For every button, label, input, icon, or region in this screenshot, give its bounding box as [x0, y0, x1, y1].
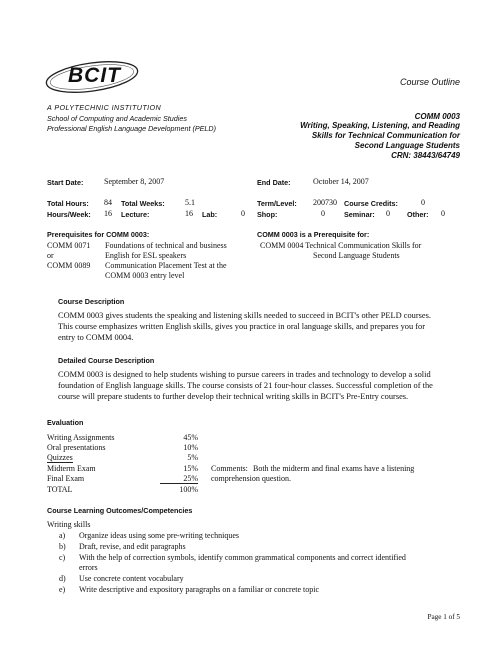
course-description-line1: COMM 0003 gives students the speaking and listening skills needed to succeed in BCIT's other PELD courses.	[58, 311, 431, 320]
course-credits-label: Course Credits:	[344, 199, 398, 208]
outcome-letter: b)	[59, 542, 66, 551]
is-prerequisite-line1: COMM 0004 Technical Communication Skills for	[260, 241, 422, 250]
outcome-letter: d)	[59, 574, 66, 583]
end-date-label: End Date:	[257, 178, 291, 187]
page-number: Page 1 of 5	[427, 613, 460, 621]
outcome-letter: c)	[59, 553, 66, 562]
other-value: 0	[441, 209, 445, 218]
eval-row-name: Midterm Exam	[47, 464, 96, 473]
outcome-text: errors	[79, 563, 98, 572]
shop-value: 0	[321, 209, 325, 218]
outcome-letter: e)	[59, 585, 66, 594]
prereq-code-1: COMM 0071	[47, 241, 91, 250]
eval-comment-line1: Both the midterm and final exams have a listening	[253, 464, 415, 473]
eval-comment-line2: comprehension question.	[211, 474, 291, 483]
other-label: Other:	[407, 210, 429, 219]
institution-tagline: A POLYTECHNIC INSTITUTION	[47, 103, 162, 112]
term-level-value: 200730	[313, 198, 337, 207]
prereq-desc-2b: COMM 0003 entry level	[105, 271, 185, 280]
eval-row-name: Writing Assignments	[47, 433, 115, 442]
outcome-text: Organize ideas using some pre-writing techniques	[79, 531, 240, 540]
prereq-desc-1b: English for ESL speakers	[105, 251, 187, 260]
is-prerequisite-line2: Second Language Students	[313, 251, 400, 260]
outcome-text: Use concrete content vocabulary	[79, 574, 184, 583]
eval-total-pct: 100%	[179, 485, 198, 494]
outcome-letter: a)	[59, 531, 66, 540]
evaluation-heading: Evaluation	[47, 418, 84, 427]
start-date-label: Start Date:	[47, 178, 84, 187]
outcomes-subheading: Writing skills	[47, 520, 91, 529]
hours-week-label: Hours/Week:	[47, 210, 91, 219]
course-code: COMM 0003	[414, 112, 460, 121]
lecture-value: 16	[185, 209, 193, 218]
prereq-desc-1a: Foundations of technical and business	[105, 241, 227, 250]
lab-value: 0	[241, 209, 245, 218]
prereq-code-2: COMM 0089	[47, 261, 91, 270]
detailed-description-heading: Detailed Course Description	[58, 356, 155, 365]
eval-comment-label: Comments:	[211, 464, 248, 473]
course-description-line2: This course emphasizes written English skills, gives you practice in oral language skills, and prepares you for	[58, 322, 426, 331]
course-title-line1: Writing, Speaking, Listening, and Reading	[300, 121, 460, 130]
start-date-value: September 8, 2007	[104, 177, 165, 186]
lecture-label: Lecture:	[121, 210, 150, 219]
seminar-label: Seminar:	[344, 210, 375, 219]
eval-row-pct: 25%	[160, 474, 198, 484]
eval-row-pct: 5%	[187, 453, 198, 462]
eval-total-label: TOTAL	[47, 485, 73, 494]
lab-label: Lab:	[202, 210, 218, 219]
document-type: Course Outline	[399, 77, 460, 87]
department-name: Professional English Language Development (PELD)	[47, 124, 217, 133]
eval-row-pct: 15%	[183, 464, 198, 473]
outcome-text: With the help of correction symbols, identify common grammatical components and correct identified	[79, 553, 406, 562]
course-description-heading: Course Description	[58, 297, 125, 306]
total-hours-value: 84	[104, 198, 112, 207]
course-title-line2: Skills for Technical Communication for	[311, 131, 460, 140]
outcome-text: Draft, revise, and edit paragraphs	[79, 542, 186, 551]
eval-row-name: Final Exam	[47, 474, 85, 483]
eval-row-name: Oral presentations	[47, 443, 106, 452]
prereq-desc-2a: Communication Placement Test at the	[105, 261, 227, 270]
prereq-or: or	[47, 251, 54, 260]
detailed-description-line2: foundation of English language skills. The course consists of 21 four-hour classes. Successful completion of the	[58, 381, 433, 390]
term-level-label: Term/Level:	[257, 199, 297, 208]
bcit-logo	[42, 58, 142, 96]
crn: CRN: 38443/64749	[391, 151, 460, 160]
eval-row-name: Quizzes	[47, 453, 73, 462]
course-credits-value: 0	[421, 198, 425, 207]
end-date-value: October 14, 2007	[313, 177, 369, 186]
logo-text: BCIT	[68, 64, 121, 87]
hours-week-value: 16	[104, 209, 112, 218]
detailed-description-line3: course will prepare students to further develop their technical writing skills in BCIT's Pre-Entry courses.	[58, 392, 409, 401]
total-weeks-value: 5.1	[185, 198, 195, 207]
total-hours-label: Total Hours:	[47, 199, 89, 208]
seminar-value: 0	[386, 209, 390, 218]
course-title-line3: Second Language Students	[354, 141, 460, 150]
outcome-text: Write descriptive and expository paragraphs on a familiar or concrete topic	[79, 585, 320, 594]
eval-row-pct: 45%	[183, 433, 198, 442]
shop-label: Shop:	[257, 210, 278, 219]
outcomes-heading: Course Learning Outcomes/Competencies	[47, 506, 193, 515]
school-name: School of Computing and Academic Studies	[47, 114, 187, 123]
eval-row-pct: 10%	[183, 443, 198, 452]
prerequisites-heading: Prerequisites for COMM 0003:	[47, 230, 150, 239]
detailed-description-line1: COMM 0003 is designed to help students wishing to pursue careers in trades and technology to develop a solid	[58, 370, 431, 379]
is-prerequisite-heading: COMM 0003 is a Prerequisite for:	[257, 230, 370, 239]
course-description-line3: entry to COMM 0004.	[58, 333, 134, 342]
total-weeks-label: Total Weeks:	[121, 199, 165, 208]
